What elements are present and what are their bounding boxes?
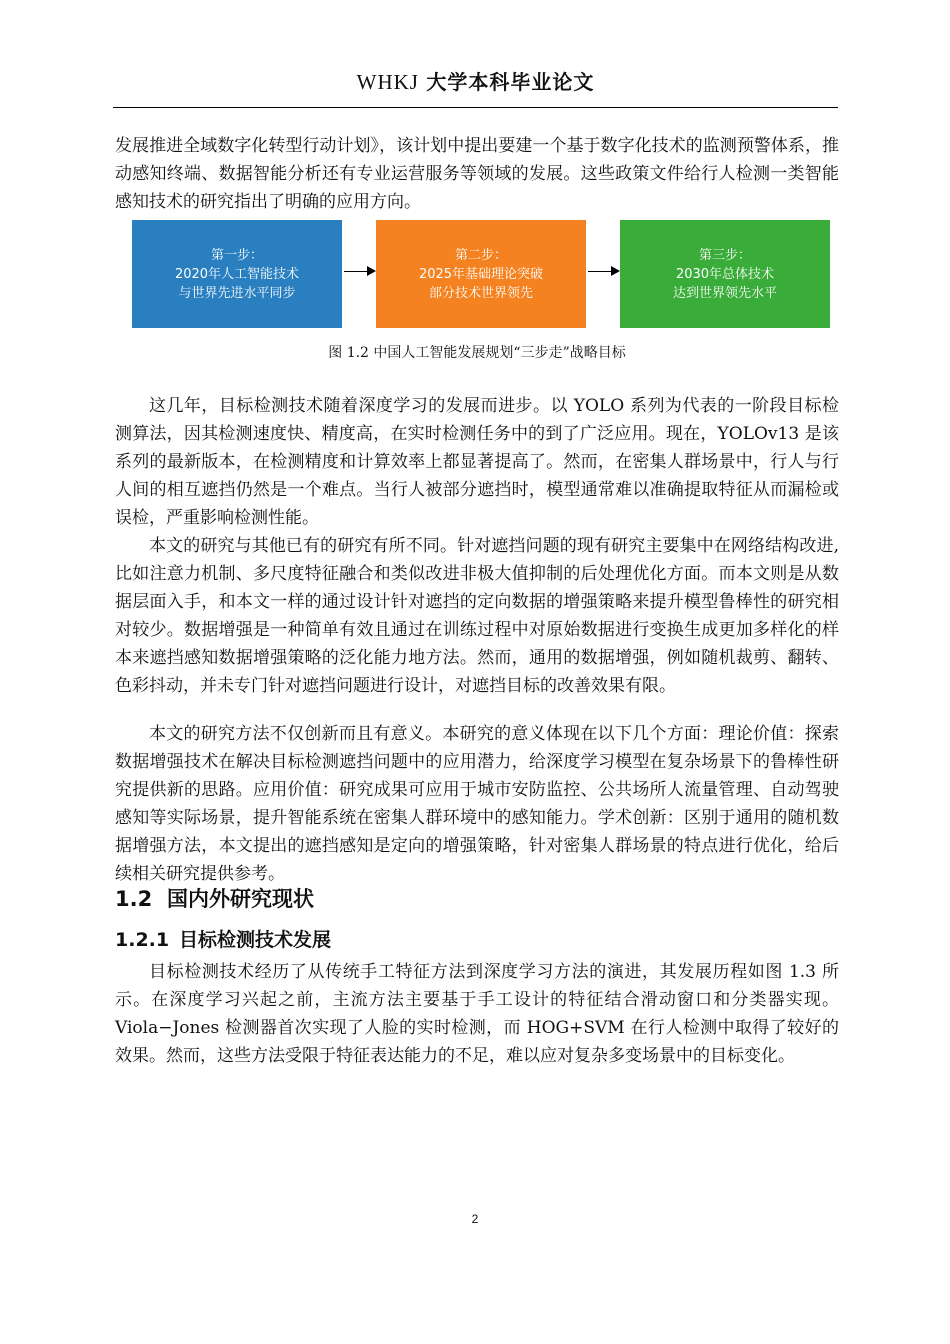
page-number: 2 bbox=[471, 1212, 479, 1226]
step-3-title: 第三步： bbox=[698, 247, 751, 263]
arrow-right-icon bbox=[588, 271, 618, 272]
step-3-line1: 2030年总体技术 bbox=[675, 266, 775, 282]
step-box-3 bbox=[620, 220, 830, 328]
header-title: 大学本科毕业论文 bbox=[426, 70, 595, 94]
section-number: 1.2 bbox=[115, 887, 153, 911]
header-divider bbox=[113, 107, 838, 108]
step-box-2 bbox=[376, 220, 586, 328]
step-3-line2: 达到世界领先水平 bbox=[672, 285, 777, 301]
step-box-1 bbox=[132, 220, 342, 328]
step-1-line2: 与世界先进水平同步 bbox=[178, 285, 296, 301]
step-1-title: 第一步： bbox=[210, 247, 263, 263]
paragraph-yolo: 这几年，目标检测技术随着深度学习的发展而进步。以 YOLO 系列为代表的一阶段目标检测算法，因其检测速度快、精度高，在实时检测任务中的到了广泛应用。现在，YOLOv13 是该系列的最新版本，在检测精度和计算效率上都显著提高了。然而，在密集人群场景中，行人与行人间的相互遮挡仍然是一个难点。当行人被部分遮挡时，模型通常难以准确提取特征从而漏检或误检，严重影响检测性能。 bbox=[115, 396, 839, 528]
paragraph-significance: 本文的研究方法不仅创新而且有意义。本研究的意义体现在以下几个方面：理论价值：探索数据增强技术在解决目标检测遮挡问题中的应用潜力，给深度学习模型在复杂场景下的鲁棒性研究提供新的思路。应用价值：研究成果可应用于城市安防监控、公共场所人流量管理、自动驾驶感知等实际场景，提升智能系统在密集人群环境中的感知能力。学术创新：区别于通用的随机数据增强方法，本文提出的遮挡感知是定向的增强策略，针对密集人群场景的特点进行优化，给后续相关研究提供参考。 bbox=[115, 724, 839, 884]
section-heading-1-2-1 bbox=[115, 925, 331, 952]
header-school-code: WHKJ bbox=[356, 70, 419, 94]
paragraph-detection-history: 目标检测技术经历了从传统手工特征方法到深度学习方法的演进，其发展历程如图 1.3 所示。在深度学习兴起之前，主流方法主要基于手工设计的特征结合滑动窗口和分类器实现。Viola−Jones 检测器首次实现了人脸的实时检测，而 HOG+SVM 在行人检测中取得了较好的效果。然而，这些方法受限于特征表达能力的不足，难以应对复杂多变场景中的目标变化。 bbox=[115, 962, 839, 1066]
paragraph-policy: 发展推进全域数字化转型行动计划》，该计划中提出要建一个基于数字化技术的监测预警体系，推动感知终端、数据智能分析还有专业运营服务等领域的发展。这些政策文件给行人检测一类智能感知技术的研究指出了明确的应用方向。 bbox=[115, 136, 839, 212]
subsection-number: 1.2.1 bbox=[115, 929, 170, 951]
arrow-right-icon bbox=[344, 271, 374, 272]
section-title: 国内外研究现状 bbox=[167, 887, 314, 911]
three-step-figure bbox=[132, 220, 830, 328]
page-header bbox=[115, 66, 836, 95]
step-1-line1: 2020年人工智能技术 bbox=[174, 266, 300, 282]
figure-caption: 图 1.2 中国人工智能发展规划“三步走”战略目标 bbox=[328, 345, 626, 361]
step-2-title: 第二步： bbox=[454, 247, 507, 263]
paragraph-research-difference: 本文的研究与其他已有的研究有所不同。针对遮挡问题的现有研究主要集中在网络结构改进, 比如注意力机制、多尺度特征融合和类似改进非极大值抑制的后处理优化方面。而本文则是从数据层面入手，和本文一样的通过设计针对遮挡的定向数据的增强策略来提升模型鲁棒性的研究相对较少。数据增强是一种简单有效且通过在训练过程中对原始数据进行变换生成更加多样化的样本来遮挡感知数据增强策略的泛化能力地方法。然而，通用的数据增强，例如随机裁剪、翻转、色彩抖动，并未专门针对遮挡问题进行设计，对遮挡目标的改善效果有限。 bbox=[115, 536, 839, 696]
section-heading-1-2 bbox=[115, 883, 314, 913]
step-2-line2: 部分技术世界领先 bbox=[428, 285, 533, 301]
subsection-title: 目标检测技术发展 bbox=[179, 929, 332, 951]
step-2-line1: 2025年基础理论突破 bbox=[418, 266, 544, 282]
